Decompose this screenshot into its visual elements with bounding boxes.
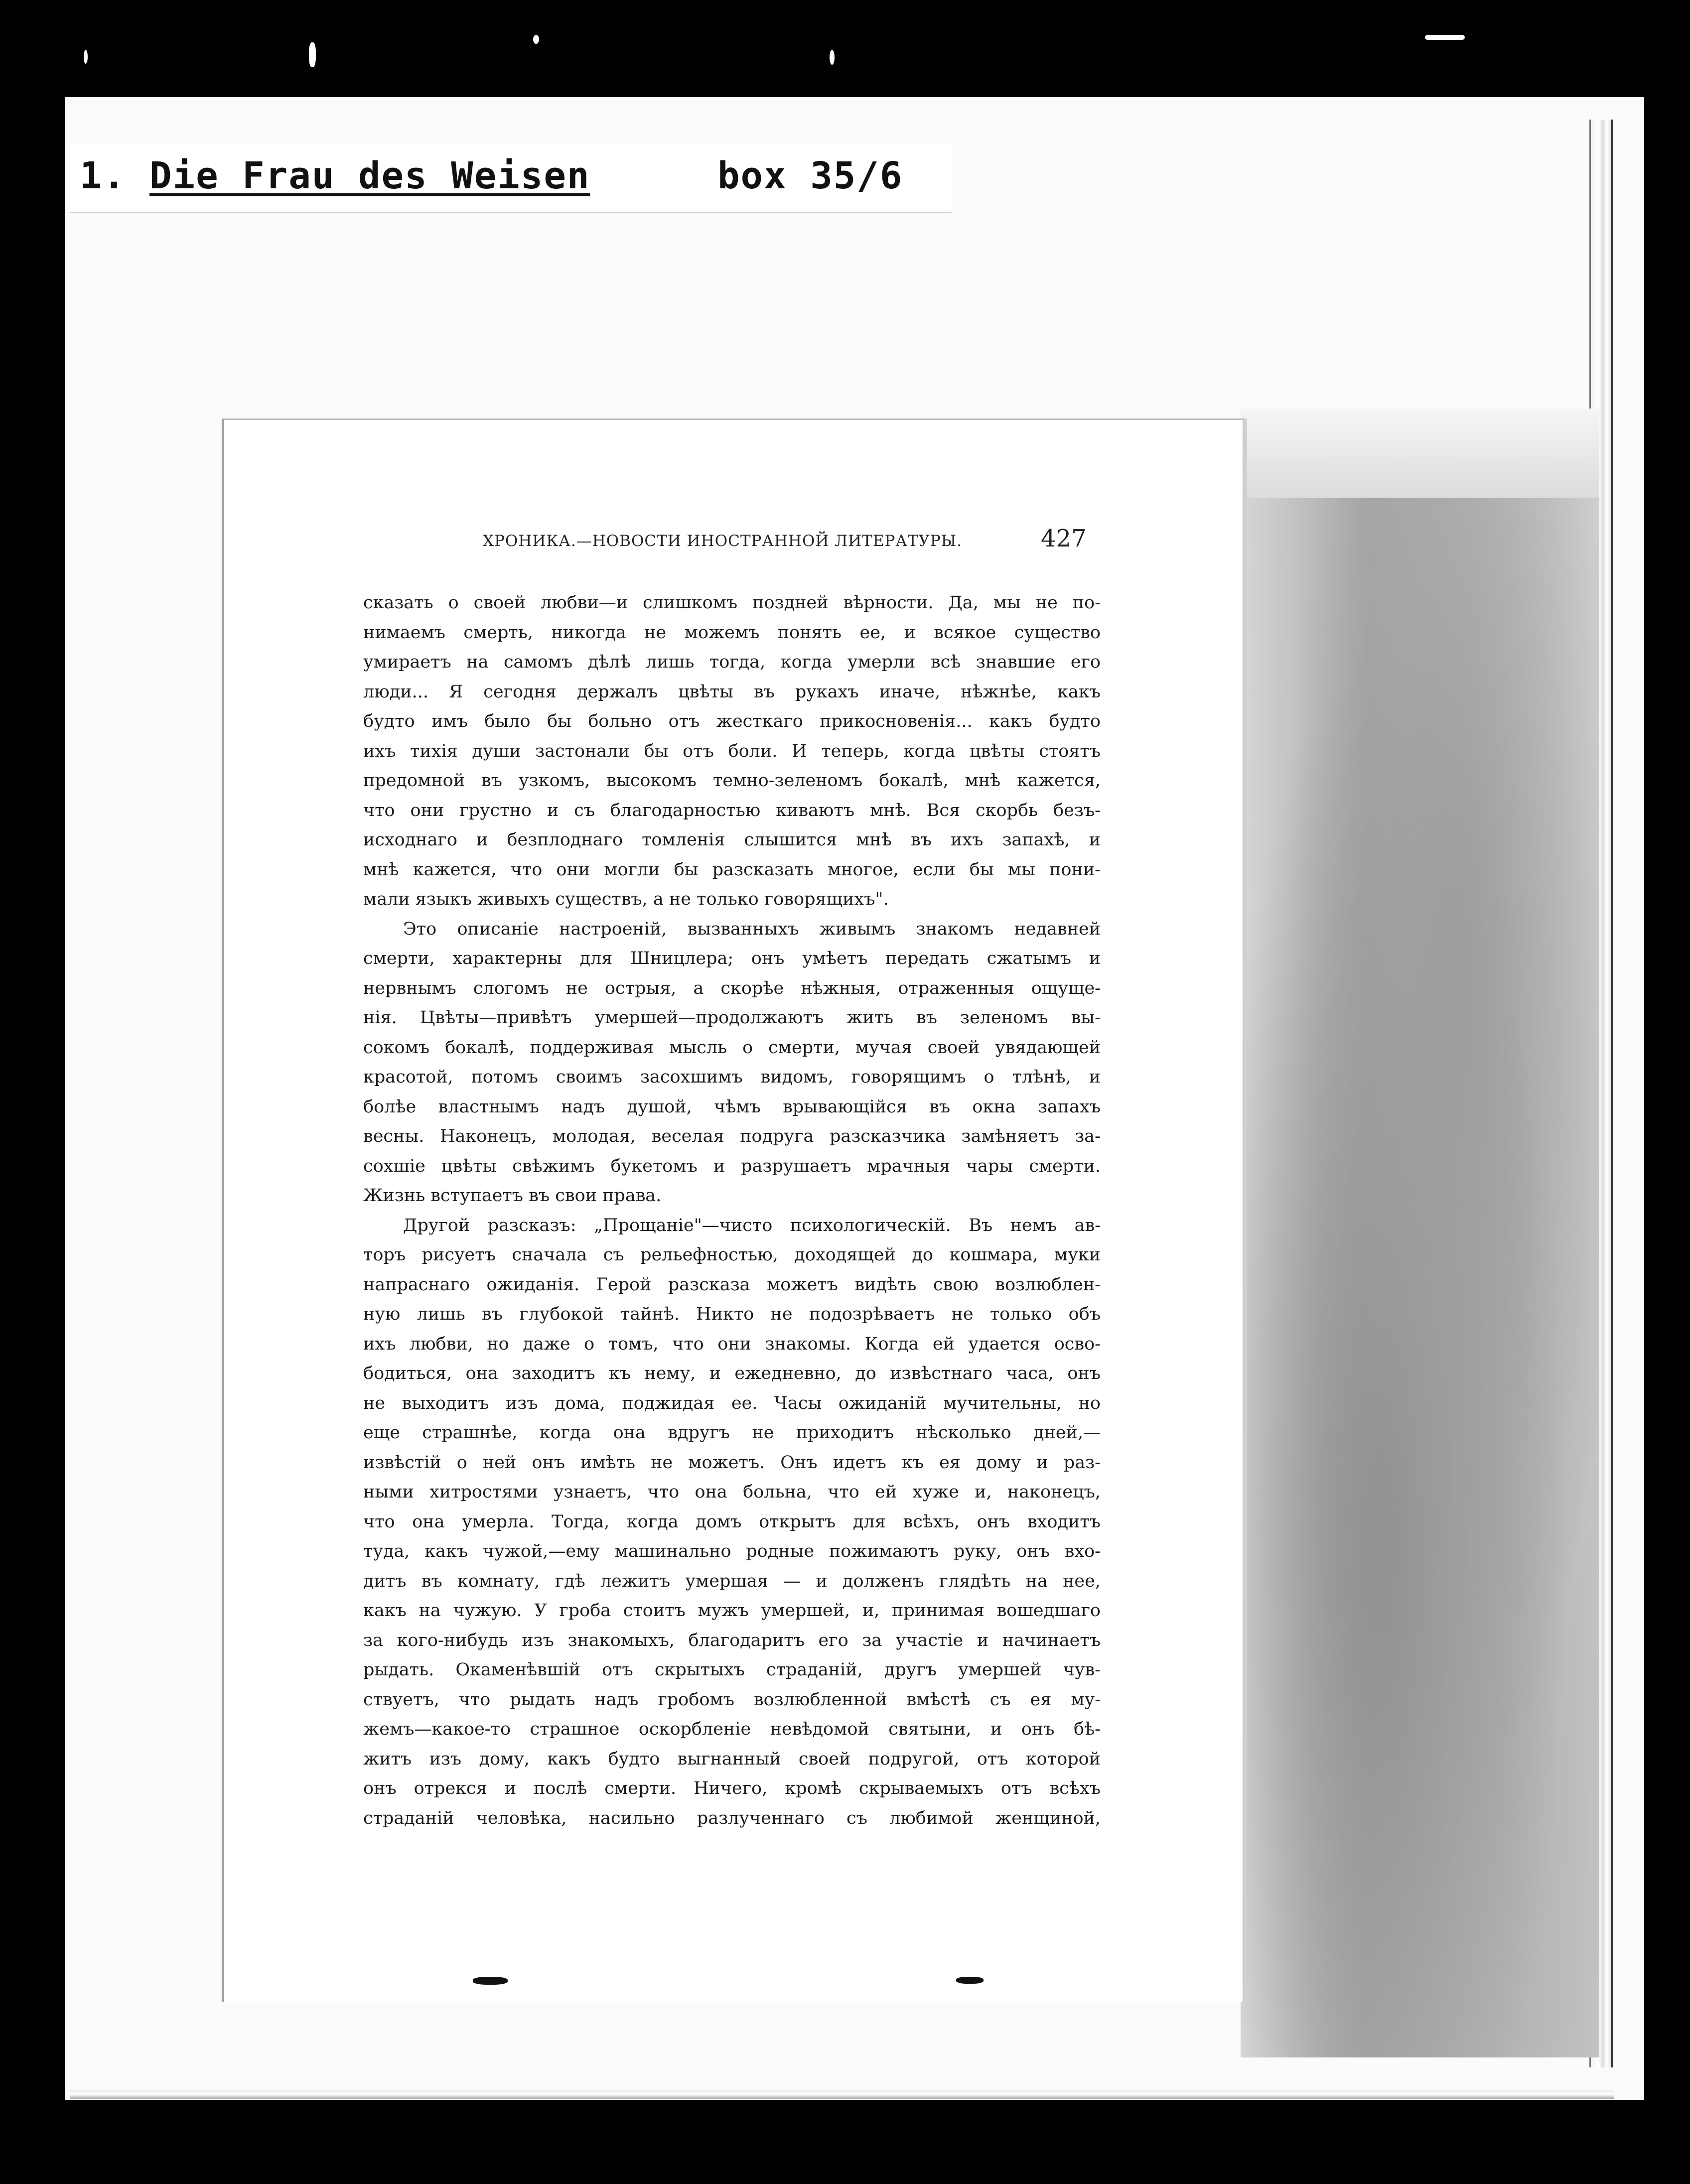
- clipping-text-line: нія. Цвѣты—привѣтъ умершей—продолжаютъ жить въ зеленомъ вы-: [363, 1008, 1101, 1028]
- clipping-text-line: Это описаніе настроеній, вызванныхъ живымъ знакомъ недавней: [403, 919, 1101, 939]
- clipping-text-line: мали языкъ живыхъ существъ, а не только говорящихъ".: [363, 889, 889, 909]
- border-speck: [533, 35, 539, 44]
- clipping-text-line: туда, какъ чужой,—ему машинально родные пожимаютъ руку, онъ вхо-: [363, 1541, 1101, 1561]
- background-sheet-shadow: [1241, 498, 1599, 2057]
- clipping-text-line: ихъ тихія души застонали бы отъ боли. И теперь, когда цвѣты стоятъ: [363, 741, 1101, 761]
- border-speck: [830, 50, 835, 65]
- clipping-text-line: будто имъ было бы больно отъ жесткаго прикосновенія... какъ будто: [363, 711, 1101, 731]
- clipping-text-line: еще страшнѣе, когда она вдругъ не приходитъ нѣсколько дней,—: [363, 1423, 1101, 1443]
- clipping-text-line: не выходитъ изъ дома, поджидая ее. Часы ожиданій мучительны, но: [363, 1393, 1101, 1413]
- clipping-text-line: смерти, характерны для Шницлера; онъ умѣетъ передать сжатымъ и: [363, 949, 1101, 968]
- clipping-text-line: красотой, потомъ своимъ засохшимъ видомъ, говорящимъ о тлѣнѣ, и: [363, 1067, 1101, 1087]
- clipping-text-line: люди... Я сегодня держалъ цвѣты въ рукахъ иначе, нѣжнѣе, какъ: [363, 682, 1101, 702]
- clipping-text-line: торъ рисуетъ сначала съ рельефностью, доходящей до кошмара, муки: [363, 1245, 1101, 1265]
- clipping-text-line: болѣе властнымъ надъ душой, чѣмъ врывающійся въ окна запахъ: [363, 1096, 1101, 1117]
- clipping-text-line: ными хитростями узнаетъ, что она больна, что ей хуже и, наконецъ,: [363, 1482, 1101, 1502]
- clipping-text-line: дитъ въ комнату, гдѣ лежитъ умершая — и долженъ глядѣть на нее,: [363, 1571, 1101, 1591]
- clipping-text-line: Жизнь вступаетъ въ свои права.: [363, 1186, 662, 1206]
- clipping-text-line: сказать о своей любви—и слишкомъ поздней вѣрности. Да, мы не по-: [363, 593, 1101, 613]
- background-sheet-top: [1241, 409, 1599, 508]
- ink-mark: [956, 1977, 984, 1984]
- border-speck: [309, 42, 316, 67]
- clipping-text-line: жемъ—какое-то страшное оскорбленіе невѣдомой святыни, и онъ бѣ-: [363, 1719, 1101, 1739]
- clipping-text-line: весны. Наконецъ, молодая, веселая подруга разсказчика замѣняетъ за-: [363, 1126, 1101, 1146]
- clipping-text-line: извѣстій о ней онъ имѣть не можетъ. Онъ идетъ къ ея дому и раз-: [363, 1452, 1101, 1473]
- clipping-text-line: напраснаго ожиданія. Герой разсказа можетъ видѣть свою возлюблен-: [363, 1274, 1101, 1295]
- label-box-number: box 35/6: [717, 154, 903, 197]
- newspaper-clipping: [222, 418, 1244, 2002]
- border-speck: [84, 50, 88, 64]
- clipping-text-line: что они грустно и съ благодарностью киваютъ мнѣ. Вся скорбь безъ-: [363, 800, 1101, 820]
- clipping-running-header: ХРОНИКА.—НОВОСТИ ИНОСТРАННОЙ ЛИТЕРАТУРЫ.: [483, 532, 963, 550]
- clipping-text-line: нервнымъ слогомъ не острыя, а скорѣе нѣжныя, отраженныя ощуще-: [363, 978, 1101, 998]
- clipping-text-line: какъ на чужую. У гроба стоитъ мужъ умершей, и, принимая вошедшаго: [363, 1601, 1101, 1621]
- clipping-text-line: бодиться, она заходитъ къ нему, и ежедневно, до извѣстнаго часа, онъ: [363, 1364, 1101, 1383]
- clipping-text-line: что она умерла. Тогда, когда домъ открытъ для всѣхъ, онъ входитъ: [363, 1511, 1101, 1532]
- clipping-text-line: мнѣ кажется, что они могли бы разсказать многое, если бы мы пони-: [363, 859, 1101, 880]
- label-index: 1.: [80, 154, 127, 197]
- clipping-text-line: ствуетъ, что рыдать надъ гробомъ возлюбленной вмѣстѣ съ ея му-: [363, 1689, 1101, 1710]
- clipping-text-line: Другой разсказъ: „Прощаніе"—чисто психологическій. Въ немъ ав-: [403, 1215, 1101, 1235]
- clipping-text-line: ихъ любви, но даже о томъ, что они знакомы. Когда ей удается осво-: [363, 1334, 1101, 1354]
- folder-edge-bottom: [70, 2090, 1614, 2099]
- clipping-text-line: исходнаго и безплоднаго томленія слышится мнѣ въ ихъ запахѣ, и: [363, 830, 1101, 850]
- clipping-text-line: сокомъ бокалѣ, поддерживая мысль о смерти, мучая своей увядающей: [363, 1037, 1101, 1058]
- clipping-text-line: умираетъ на самомъ дѣлѣ лишь тогда, когда умерли всѣ знавшие его: [363, 652, 1101, 672]
- archive-label: [70, 144, 952, 213]
- clipping-text-line: ную лишь въ глубокой тайнѣ. Никто не подозрѣваетъ не только объ: [363, 1304, 1101, 1324]
- clipping-text-line: страданій человѣка, насильно разлученнаго съ любимой женщиной,: [363, 1808, 1101, 1828]
- label-title: Die Frau des Weisen: [149, 154, 590, 197]
- clipping-page-number: 427: [1041, 525, 1087, 552]
- clipping-text-line: предомной въ узкомъ, высокомъ темно-зеленомъ бокалѣ, мнѣ кажется,: [363, 771, 1101, 791]
- clipping-text-line: за кого-нибудь изъ знакомыхъ, благодаритъ его за участіе и начинаетъ: [363, 1630, 1101, 1650]
- ink-mark: [473, 1977, 508, 1985]
- clipping-text-line: онъ отрекся и послѣ смерти. Ничего, кромѣ скрываемыхъ отъ всѣхъ: [363, 1778, 1101, 1798]
- clipping-text-line: сохшіе цвѣты свѣжимъ букетомъ и разрушаетъ мрачныя чары смерти.: [363, 1156, 1101, 1176]
- border-speck: [1425, 35, 1465, 40]
- clipping-body-text: [363, 588, 1101, 1833]
- clipping-text-line: нимаемъ смерть, никогда не можемъ понять ее, и всякое существо: [363, 622, 1101, 643]
- clipping-text-line: житъ изъ дому, какъ будто выгнанный своей подругой, отъ которой: [363, 1749, 1101, 1769]
- clipping-text-line: рыдать. Окаменѣвшій отъ скрытыхъ страданій, другъ умершей чув-: [363, 1660, 1101, 1680]
